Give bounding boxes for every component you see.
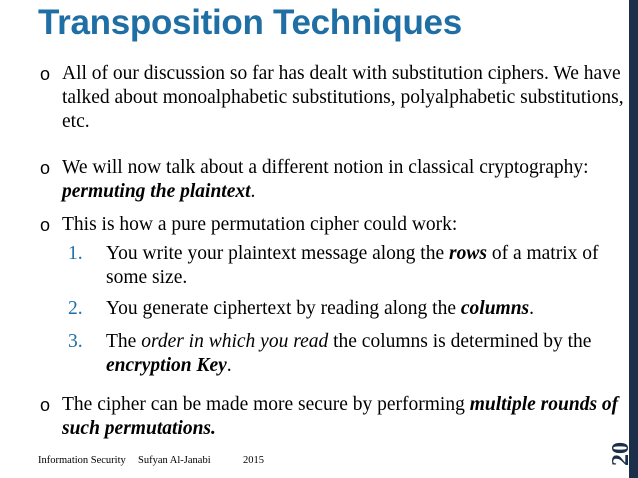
- step-number: 1.: [68, 243, 83, 264]
- footer-author: Sufyan Al-Janabi: [138, 455, 211, 466]
- bullet-item: [40, 393, 625, 441]
- emphasis-text: permuting the plaintext: [62, 181, 251, 202]
- bullet-text: All of our discussion so far has dealt with substitution ciphers. We have talked about monoalphabetic substitutions, polyalphabetic substitutions, etc.: [62, 63, 624, 132]
- footer-course: Information Security: [38, 455, 126, 466]
- step-number: 2.: [68, 298, 83, 319]
- bullet-mark: o: [40, 215, 51, 235]
- step-text: The order in which you read the columns is determined by the encryption Key.: [106, 331, 592, 376]
- step-text: You generate ciphertext by reading along the columns.: [106, 298, 535, 319]
- page-number: 20: [608, 442, 634, 466]
- step-text: You write your plaintext message along the rows of a matrix of some size.: [106, 243, 599, 288]
- footer-year: 2015: [243, 455, 264, 466]
- emphasis-text: rows: [449, 243, 487, 264]
- slide-title: Transposition Techniques: [38, 3, 462, 42]
- bullet-item: [40, 62, 625, 134]
- numbered-step: [68, 330, 623, 378]
- step-number: 3.: [68, 331, 83, 352]
- bullet-mark: o: [40, 395, 51, 415]
- bullet-item: [40, 213, 625, 237]
- numbered-step: [68, 242, 623, 290]
- bullet-item: [40, 156, 625, 204]
- emphasis-text: multiple rounds of such permutations.: [62, 394, 619, 439]
- bullet-mark: o: [40, 158, 51, 178]
- emphasis-text: columns: [460, 298, 530, 319]
- bullet-mark: o: [40, 64, 51, 84]
- bullet-text: This is how a pure permutation cipher could work:: [62, 214, 458, 235]
- bullet-text: We will now talk about a different notion in classical cryptography: permuting the plaintext.: [62, 157, 589, 202]
- emphasis-text: encryption Key: [106, 355, 227, 376]
- emphasis-text: order in which you read: [141, 331, 329, 352]
- numbered-step: [68, 297, 623, 321]
- bullet-text: The cipher can be made more secure by performing multiple rounds of such permutations.: [62, 394, 619, 439]
